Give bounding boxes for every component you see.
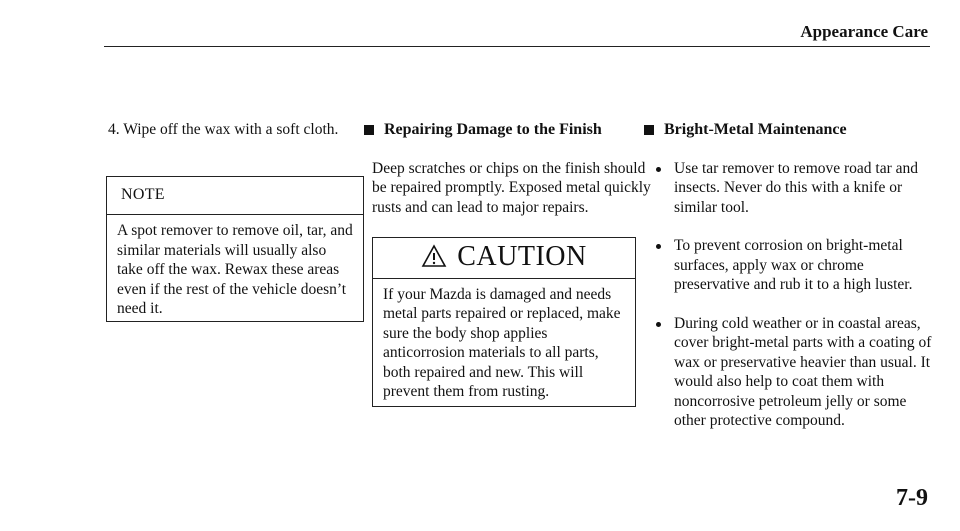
- list-item-text: To prevent corrosion on bright-metal surfaces, apply wax or chrome preservative and rub it to a high luster.: [674, 237, 913, 293]
- page-number: 7-9: [896, 485, 928, 511]
- bullet-dot-icon: [656, 167, 661, 172]
- bullet-dot-icon: [656, 322, 661, 327]
- caution-box: [372, 237, 636, 407]
- left-column: [108, 120, 363, 322]
- bullet-dot-icon: [656, 244, 661, 249]
- list-item: [652, 236, 942, 295]
- caution-header: [373, 238, 635, 279]
- note-label: NOTE: [107, 177, 363, 216]
- section-title: Appearance Care: [800, 22, 928, 41]
- repair-paragraph: Deep scratches or chips on the finish should be repaired promptly. Exposed metal quickly rusts and can lead to major repairs.: [372, 159, 651, 216]
- header-divider: [104, 46, 930, 47]
- step-4-text: 4. Wipe off the wax with a soft cloth.: [108, 121, 339, 138]
- list-item-text: During cold weather or in coastal areas, cover bright-metal parts with a coating of wax or preservative heavier than usual. It would also help to coat them with noncorrosive petroleum jelly or some other protective compound.: [674, 314, 932, 429]
- warning-triangle-icon: [421, 244, 447, 270]
- note-text: A spot remover to remove oil, tar, and similar materials will usually also take off the wax. Rewax these areas even if the rest of the vehicle doesn’t need it.: [117, 222, 353, 317]
- bright-metal-heading-text: Bright-Metal Maintenance: [664, 121, 847, 138]
- repair-section-heading: [372, 120, 652, 140]
- caution-label: CAUTION: [457, 241, 587, 272]
- repair-heading-text: Repairing Damage to the Finish: [384, 121, 602, 138]
- list-item: [652, 159, 942, 218]
- square-bullet-icon: [364, 125, 374, 135]
- middle-column: [372, 120, 652, 407]
- note-box: [106, 176, 364, 322]
- bright-metal-heading: [652, 120, 942, 140]
- list-item-text: Use tar remover to remove road tar and insects. Never do this with a knife or similar tool.: [674, 159, 919, 216]
- caution-text: If your Mazda is damaged and needs metal parts repaired or replaced, make sure the body shop applies anticorrosion materials to all parts, both repaired and new. This will prevent them from rusting.: [383, 285, 621, 400]
- list-item: [652, 314, 942, 431]
- bright-metal-list: [652, 159, 942, 431]
- right-column: [652, 120, 942, 450]
- square-bullet-icon: [644, 125, 654, 135]
